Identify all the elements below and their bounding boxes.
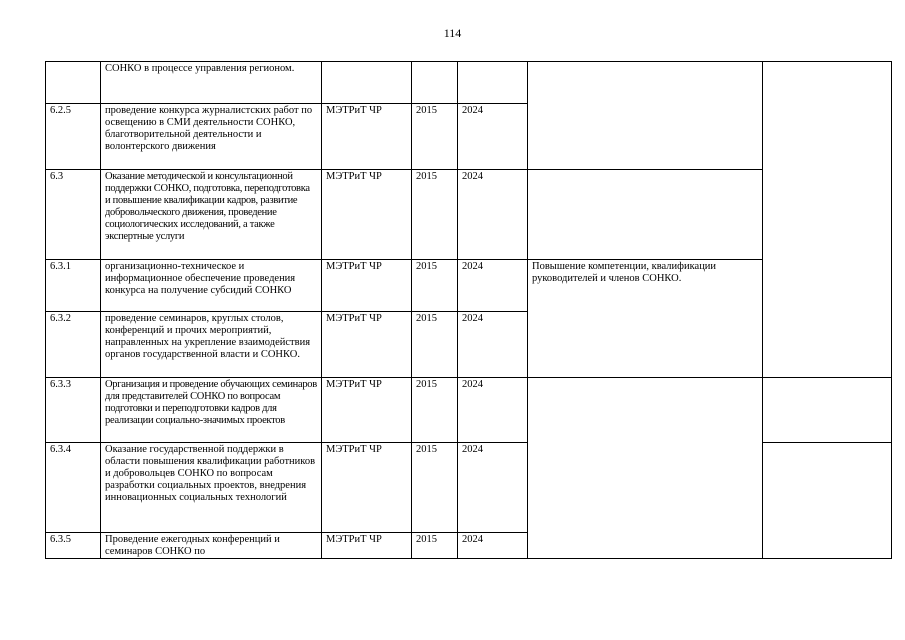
table-row [46, 62, 892, 104]
result-cell [528, 378, 763, 559]
start-year: 2015 [412, 260, 458, 312]
start-year: 2015 [412, 104, 458, 170]
activity-text: Проведение ежегодных конференций и семинаров СОНКО по [101, 533, 322, 559]
executor: МЭТРиТ ЧР [322, 312, 412, 378]
start-year [412, 62, 458, 104]
result-cell [528, 170, 763, 260]
activity-text: СОНКО в процессе управления регионом. [101, 62, 322, 104]
indicator-cell [763, 378, 892, 443]
end-year: 2024 [458, 533, 528, 559]
activity-text: проведение конкурса журналистских работ по освещению в СМИ деятельности СОНКО, благотворительной деятельности и волонтерского движения [101, 104, 322, 170]
executor: МЭТРиТ ЧР [322, 170, 412, 260]
end-year: 2024 [458, 378, 528, 443]
page-number: 114 [443, 26, 462, 40]
start-year: 2015 [412, 378, 458, 443]
executor: МЭТРиТ ЧР [322, 533, 412, 559]
activity-text: проведение семинаров, круглых столов, конференций и прочих мероприятий, направленных на укрепление взаимодействия органов государственной власти и СОНКО. [101, 312, 322, 378]
indicator-cell [763, 443, 892, 559]
end-year: 2024 [458, 443, 528, 533]
row-number: 6.2.5 [46, 104, 101, 170]
indicator-cell [763, 62, 892, 378]
start-year: 2015 [412, 170, 458, 260]
executor [322, 62, 412, 104]
row-number: 6.3.4 [46, 443, 101, 533]
activity-text: организационно-техническое и информационное обеспечение проведения конкурса на получение субсидий СОНКО [101, 260, 322, 312]
program-activities-table [45, 61, 892, 559]
activity-text: Организация и проведение обучающих семинаров для представителей СОНКО по вопросам подготовки и переподготовки кадров для реализации социально-значимых проектов [101, 378, 322, 443]
end-year: 2024 [458, 170, 528, 260]
row-number: 6.3 [46, 170, 101, 260]
row-number [46, 62, 101, 104]
result-text: Повышение компетенции, квалификации руководителей и членов СОНКО. [528, 260, 763, 378]
end-year: 2024 [458, 104, 528, 170]
activity-text: Оказание методической и консультационной поддержки СОНКО, подготовка, переподготовка и повышение квалификации кадров, развитие добровольческого движения, проведение социологических исследований, а также экспертные услуги [101, 170, 322, 260]
row-number: 6.3.1 [46, 260, 101, 312]
executor: МЭТРиТ ЧР [322, 260, 412, 312]
end-year [458, 62, 528, 104]
executor: МЭТРиТ ЧР [322, 104, 412, 170]
executor: МЭТРиТ ЧР [322, 443, 412, 533]
row-number: 6.3.5 [46, 533, 101, 559]
end-year: 2024 [458, 312, 528, 378]
row-number: 6.3.2 [46, 312, 101, 378]
start-year: 2015 [412, 533, 458, 559]
activity-text: Оказание государственной поддержки в области повышения квалификации работников и добровольцев СОНКО по вопросам разработки социальных проектов, внедрения инновационных социальных технологий [101, 443, 322, 533]
executor: МЭТРиТ ЧР [322, 378, 412, 443]
row-number: 6.3.3 [46, 378, 101, 443]
result-cell [528, 62, 763, 170]
start-year: 2015 [412, 312, 458, 378]
end-year: 2024 [458, 260, 528, 312]
start-year: 2015 [412, 443, 458, 533]
table-row [46, 443, 892, 533]
table-row [46, 378, 892, 443]
